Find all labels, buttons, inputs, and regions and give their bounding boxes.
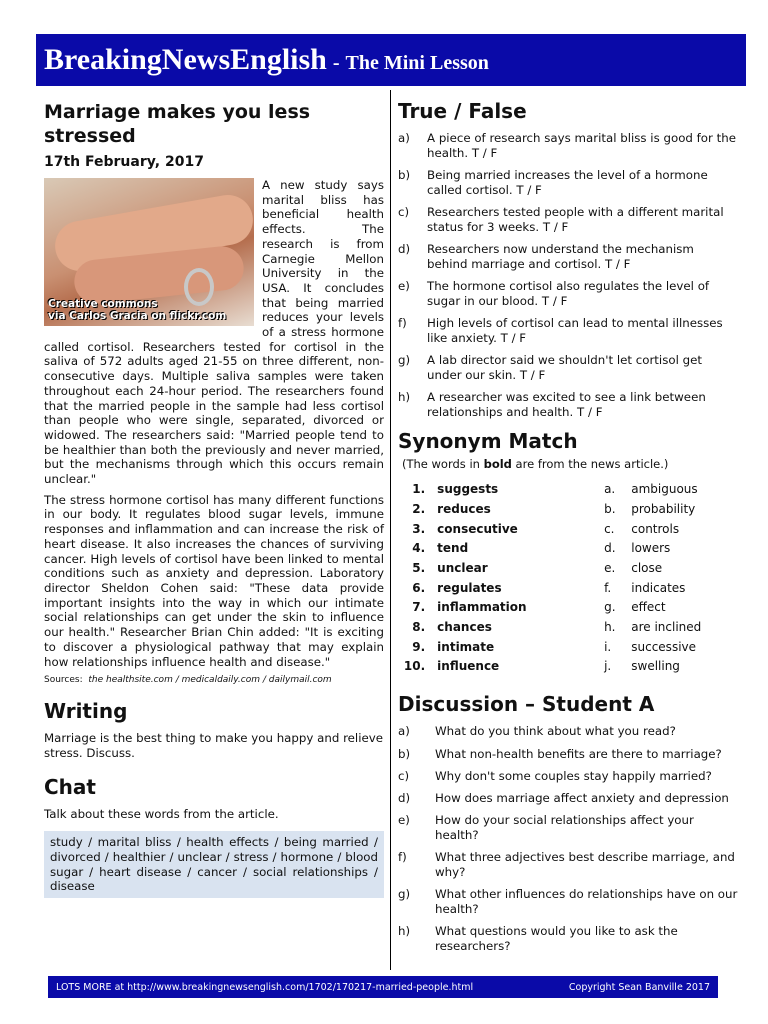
- synonym-letter: e.: [604, 561, 616, 575]
- synonym-definition: ambiguous: [631, 482, 698, 497]
- synonym-word: reduces: [437, 501, 491, 516]
- item-text: Researchers now understand the mechanism behind marriage and cortisol. T / F: [427, 242, 694, 271]
- synonym-row: [398, 637, 738, 657]
- article-sources: Sources: the healthsite.com / medicaldaily.com / dailymail.com: [44, 675, 332, 686]
- discussion-item: [398, 850, 738, 879]
- discussion-item: [398, 769, 738, 784]
- synonym-word: suggests: [437, 482, 499, 497]
- item-text: What non-health benefits are there to marriage?: [435, 746, 722, 761]
- synonym-definition: close: [631, 561, 663, 575]
- article-paragraph-1: A new study says marital bliss has beneficial health effects. The research is from Carnegie Mellon University in the USA. It concludes that being married reduces your levels of a stress hormone called cortisol. Researchers tested for cortisol in the saliva of 572 adults aged 21-55 on three different, non-consecutive days. Multiple saliva samples were taken throughout each 24-hour period. The researchers found that the married people in the sample had less cortisol than people who were single, separated, divorced or widowed. The researchers said: "Married people tend to be healthier than both the previously and never married, but the mechanisms through which this occurs remain unclear.": [44, 178, 384, 487]
- synonym-definition: controls: [631, 521, 680, 536]
- column-divider: [390, 90, 391, 970]
- synonym-definition: lowers: [631, 541, 671, 556]
- item-letter: h): [398, 924, 411, 939]
- synonym-word: inflammation: [437, 600, 527, 615]
- item-text: A lab director said we shouldn't let cortisol get under our skin. T / F: [427, 353, 702, 382]
- chat-title: Chat: [44, 774, 96, 799]
- synonym-row: [398, 558, 738, 578]
- item-letter: c): [398, 205, 410, 219]
- discussion-item: [398, 791, 738, 806]
- synonym-definition: successive: [631, 639, 697, 654]
- synonym-definition: swelling: [631, 659, 680, 674]
- item-letter: b): [398, 746, 411, 761]
- synonym-row: [398, 578, 738, 598]
- item-letter: d): [398, 791, 411, 806]
- item-text: How do your social relationships affect your health?: [435, 813, 694, 843]
- synonym-definition: effect: [631, 600, 666, 615]
- true-false-item: [398, 205, 738, 234]
- synonym-letter: g.: [604, 600, 616, 615]
- footer-link[interactable]: LOTS MORE at http://www.breakingnewsenglish.com/1702/170217-married-people.html: [56, 981, 474, 993]
- synonym-word: tend: [437, 541, 469, 556]
- item-letter: g): [398, 887, 411, 902]
- synonym-word: influence: [437, 659, 500, 674]
- synonym-row: [398, 617, 738, 637]
- synonym-number: 4.: [412, 541, 426, 556]
- item-letter: a): [398, 131, 410, 145]
- synonym-letter: h.: [604, 620, 616, 635]
- item-letter: f): [398, 316, 407, 330]
- synonym-number: 3.: [412, 521, 426, 536]
- synonym-letter: b.: [604, 501, 616, 516]
- item-text: The hormone cortisol also regulates the level of sugar in our blood. T / F: [427, 279, 710, 308]
- discussion-title: Discussion – Student A: [398, 692, 655, 717]
- page-footer: [48, 976, 718, 998]
- item-letter: e): [398, 279, 410, 293]
- item-text: A piece of research says marital bliss is good for the health. T / F: [427, 131, 736, 160]
- left-column: [44, 96, 384, 898]
- item-letter: g): [398, 353, 411, 367]
- writing-text: Marriage is the best thing to make you happy and relieve stress. Discuss.: [44, 731, 383, 760]
- article-photo: [44, 178, 254, 326]
- discussion-item: [398, 724, 738, 739]
- chat-word-box: study / marital bliss / health effects / being married / divorced / healthier / unclear / stress / hormone / blood sugar / heart disease / cancer / social relationships / disease: [44, 831, 384, 898]
- item-text: A researcher was excited to see a link between relationships and health. T / F: [427, 390, 706, 419]
- brand-subtitle: The Mini Lesson: [345, 52, 489, 74]
- true-false-item: [398, 316, 738, 345]
- synonym-note: (The words in bold are from the news article.): [402, 457, 669, 472]
- article-date: 17th February, 2017: [44, 154, 204, 170]
- synonym-row: [398, 657, 738, 677]
- synonym-number: 2.: [412, 501, 426, 516]
- synonym-row: [398, 499, 738, 519]
- synonym-title: Synonym Match: [398, 429, 578, 454]
- item-letter: d): [398, 242, 411, 256]
- footer-copyright: Copyright Sean Banville 2017: [568, 981, 710, 993]
- item-text: High levels of cortisol can lead to mental illnesses like anxiety. T / F: [427, 316, 723, 345]
- synonym-word: chances: [437, 620, 492, 635]
- brand-title: BreakingNewsEnglish: [44, 43, 327, 76]
- item-letter: c): [398, 768, 410, 783]
- synonym-letter: d.: [604, 541, 616, 556]
- synonym-row: [398, 538, 738, 558]
- synonym-number: 1.: [412, 482, 426, 497]
- item-text: What other influences do relationships have on our health?: [435, 887, 738, 917]
- synonym-definition: indicates: [631, 580, 686, 595]
- synonym-letter: i.: [604, 639, 612, 654]
- synonym-definition: are inclined: [631, 620, 702, 635]
- synonym-letter: j.: [604, 659, 612, 674]
- discussion-item: [398, 747, 738, 762]
- true-false-item: [398, 131, 738, 160]
- synonym-word: regulates: [437, 580, 502, 595]
- page-header: [36, 34, 746, 86]
- synonym-number: 5.: [412, 561, 426, 575]
- item-text: What do you think about what you read?: [435, 724, 676, 739]
- discussion-item: [398, 887, 738, 916]
- true-false-item: [398, 353, 738, 382]
- true-false-item: [398, 168, 738, 197]
- synonym-letter: f.: [604, 580, 612, 595]
- synonym-row: [398, 479, 738, 499]
- synonym-word: unclear: [437, 561, 488, 575]
- article-title: Marriage makes you less stressed: [44, 101, 311, 147]
- photo-credit: Creative commons via Carlos Gracia on flickr.com: [48, 298, 227, 322]
- synonym-letter: a.: [604, 482, 616, 497]
- item-letter: e): [398, 813, 410, 828]
- synonym-number: 7.: [412, 600, 426, 615]
- true-false-item: [398, 242, 738, 271]
- synonym-number: 10.: [403, 659, 426, 674]
- discussion-item: [398, 924, 738, 953]
- synonym-number: 6.: [412, 580, 426, 595]
- synonym-number: 8.: [412, 620, 426, 635]
- discussion-item: [398, 813, 738, 842]
- right-column: [398, 96, 738, 961]
- item-letter: h): [398, 390, 411, 404]
- item-text: Researchers tested people with a different marital status for 3 weeks. T / F: [427, 205, 724, 234]
- article-paragraph-2: The stress hormone cortisol has many different functions in our body. It regulates blood sugar levels, immune responses and inflammation and can increase the risk of heart disease. It also increases the chances of surviving cancer. High levels of cortisol have been linked to mental conditions such as anxiety and depression. Laboratory director Sheldon Cohen said: "These data provide important insights into the way in which our intimate social relationships can get under the skin to influence our health." Researcher Brian Chin added: "It is exciting to discover a physiological pathway that may explain how relationships influence health and disease.": [44, 492, 384, 669]
- synonym-letter: c.: [604, 521, 615, 536]
- synonym-definition: probability: [631, 501, 696, 516]
- synonym-number: 9.: [412, 639, 426, 654]
- true-false-list: [398, 131, 738, 419]
- brand-separator: -: [332, 52, 340, 74]
- chat-intro: Talk about these words from the article.: [44, 806, 279, 821]
- true-false-title: True / False: [398, 99, 527, 123]
- item-text: Being married increases the level of a hormone called cortisol. T / F: [427, 168, 708, 197]
- true-false-item: [398, 390, 738, 419]
- item-text: What questions would you like to ask the researchers?: [435, 924, 678, 954]
- item-letter: a): [398, 724, 410, 739]
- writing-title: Writing: [44, 699, 128, 724]
- synonym-word: intimate: [437, 639, 495, 654]
- item-text: What three adjectives best describe marriage, and why?: [435, 850, 735, 880]
- synonym-word: consecutive: [437, 521, 518, 536]
- synonym-row: [398, 519, 738, 539]
- true-false-item: [398, 279, 738, 308]
- synonym-table: [398, 479, 738, 676]
- item-text: Why don't some couples stay happily married?: [435, 768, 712, 783]
- synonym-row: [398, 598, 738, 618]
- item-letter: f): [398, 850, 407, 865]
- item-letter: b): [398, 168, 411, 182]
- item-text: How does marriage affect anxiety and depression: [435, 791, 729, 806]
- discussion-list: [398, 724, 738, 954]
